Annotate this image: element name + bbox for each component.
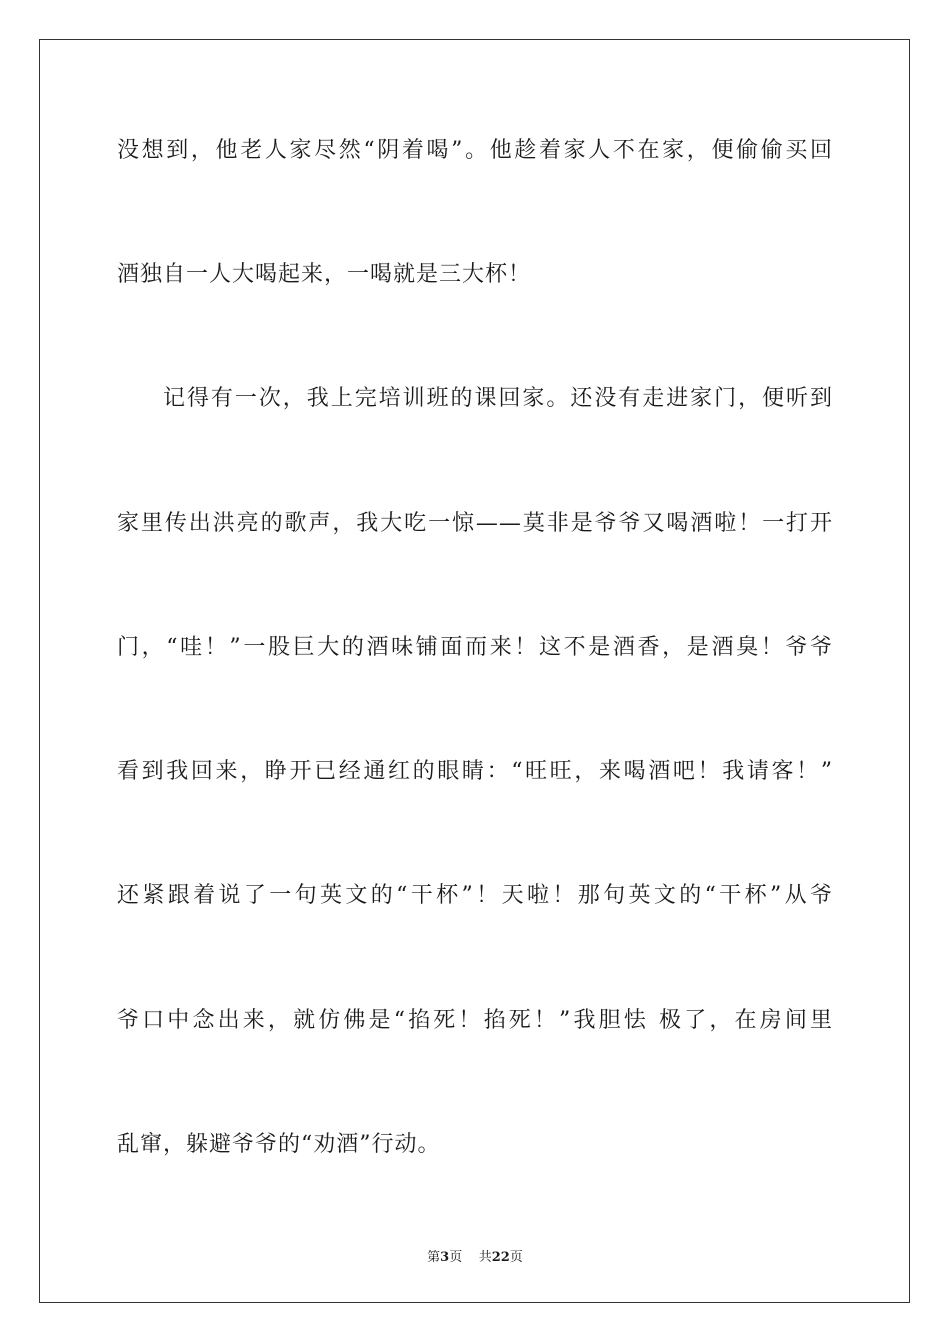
- total-pages: 22: [491, 1250, 510, 1265]
- paragraph-line: 看到我回来，睁开已经通红的眼睛：“旺旺，来喝酒吧！我请客！”: [117, 759, 833, 784]
- page-border: [39, 39, 910, 1303]
- paragraph-line: 还紧跟着说了一句英文的“干杯”！天啦！那句英文的“干杯”从爷: [117, 883, 833, 908]
- paragraph-line: 门，“哇！”一股巨大的酒味铺面而来！这不是酒香，是酒臭！爷爷: [117, 635, 833, 660]
- total-prefix: 共: [478, 1250, 492, 1265]
- paragraph-line: 没想到，他老人家尽然“阴着喝”。他趁着家人不在家，便偷偷买回: [117, 138, 833, 163]
- paragraph-line: 酒独自一人大喝起来，一喝就是三大杯！: [117, 262, 532, 287]
- paragraph-line: 乱窜，躲避爷爷的“劝酒”行动。: [117, 1132, 441, 1157]
- total-suffix: 页: [509, 1250, 523, 1265]
- paragraph-line: 爷口中念出来，就仿佛是“掐死！掐死！”我胆怯 极了，在房间里: [117, 1008, 833, 1033]
- page-suffix: 页: [449, 1250, 463, 1265]
- page-footer: [0, 1249, 950, 1267]
- paragraph-line: 记得有一次，我上完培训班的课回家。还没有走进家门，便听到: [163, 386, 833, 411]
- page-prefix: 第: [427, 1250, 441, 1265]
- page-number: 3: [440, 1250, 450, 1265]
- paragraph-line: 家里传出洪亮的歌声，我大吃一惊——莫非是爷爷又喝酒啦！一打开: [117, 511, 833, 536]
